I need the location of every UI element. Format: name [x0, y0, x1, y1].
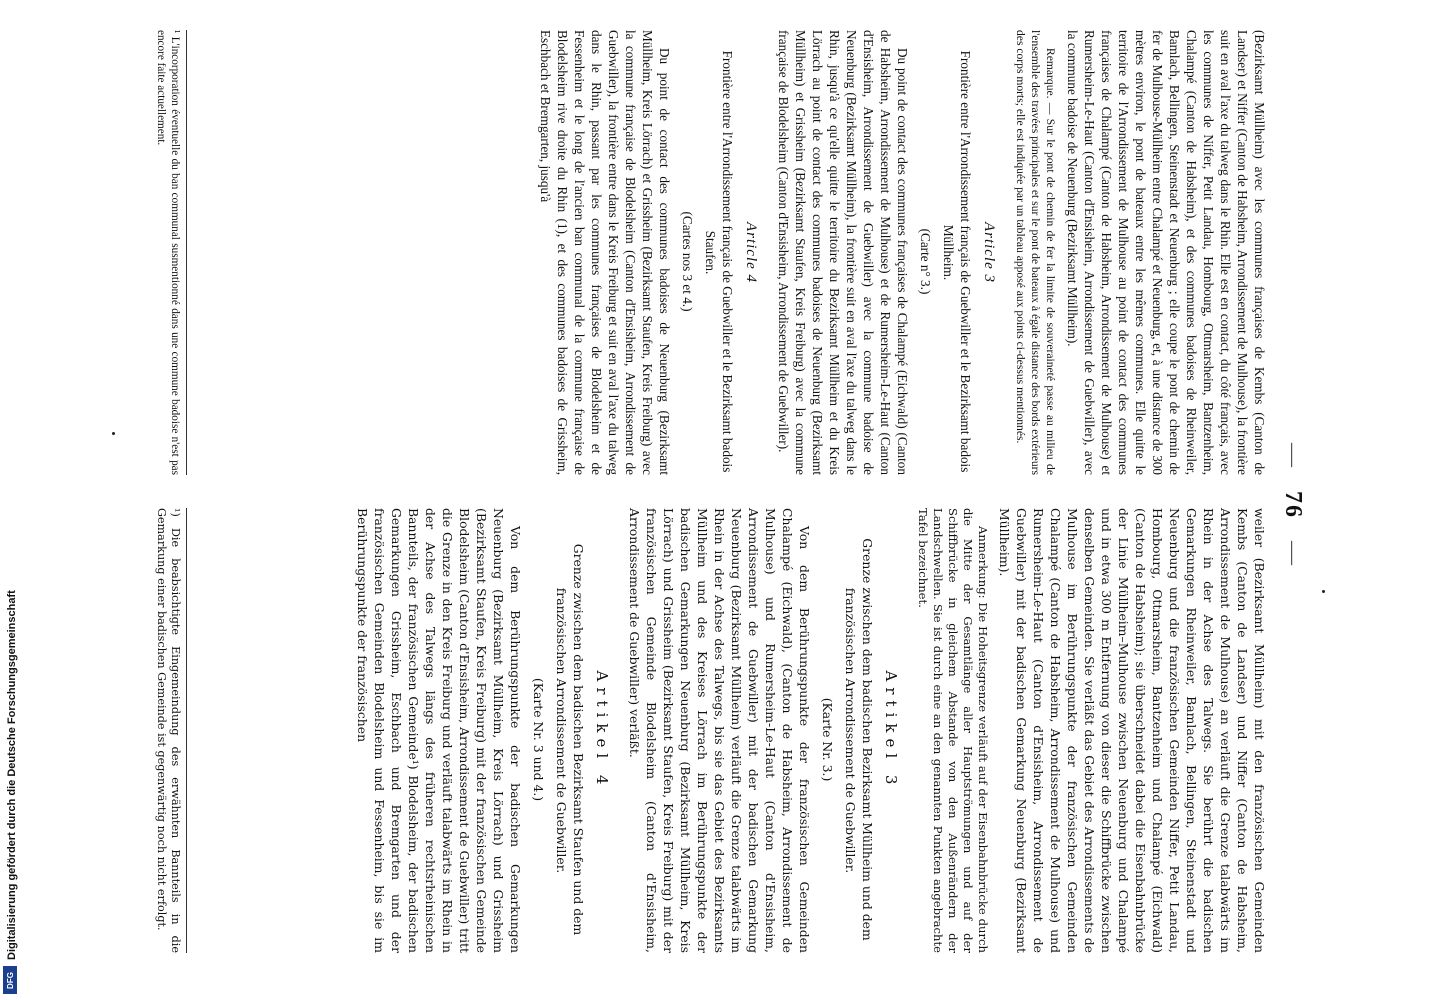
fr-article3-map-ref: (Carte n° 3.)	[918, 228, 933, 295]
de-article3-text: Von dem Berührungspunkte der französischen Gemeinden Chalampé (Eichwald), (Canton de Habsheim, Arrondissement de Mulhouse) und Rumersheim-Le-Haut (Canton d'Ensisheim, Arrondissement de Guebwiller) mit der badischen Gemarkung Neuenburg (Bezirksamt Müllheim) verläuft die Grenze talabwärts im Rhein in der Achse des Talwegs, bis sie das Gebiet des Bezirksamts Müllheim und des Kreises Lörrach im Berührungspunkte der badischen Gemarkungen Neuenburg (Bezirksamt Müllheim, Kreis Lörrach) und Grissheim (Bezirksamt Staufen, Kreis Freiburg) mit der französischen Gemeinde Blodelsheim (Canton d'Ensisheim, Arrondissement de Guebwiller) verläßt.	[627, 508, 812, 953]
digitization-credit-strip	[2, 590, 22, 980]
dfg-logo	[3, 966, 17, 994]
german-column	[114, 508, 1268, 953]
fr-remark: Remarque. — Sur le pont de chemin de fer la limite de souveraineté passe au milieu de l'ensemble des travées principales et sur le pont de bateaux à égale distance des bords extérieurs des corps morts; elle est indiquée par un tableau apposé aux points ci-dessus mentionnés.	[1014, 30, 1057, 475]
fr-article4-map-ref: (Cartes nos 3 et 4.)	[680, 211, 695, 312]
rotated-page	[114, 30, 1314, 980]
fr-article3-heading: Article 3	[981, 221, 997, 284]
dfg-logo-text: DFG	[5, 971, 15, 989]
de-remark: Anmerkung: Die Hoheitsgrenze verläuft auf der Eisenbahnbrücke durch die Mitte der Gesamtlänge aller Hauptströmungen und auf der Schiffbrücke in gleichem Abstande von den Außenrändern der Landschwellen. Sie ist durch eine an den genannten Punkten angebrachte Tafel bezeichnet.	[916, 508, 990, 953]
de-footnote: ¹) Die beabsichtigte Eingemeindung des erwähnten Bannteils in die Gemarkung einer badischen Gemeinde ist gegenwärtig noch nicht erfolgt.	[154, 508, 187, 953]
header-dash-left: —	[1280, 443, 1306, 469]
de-article3-map-ref: (Karte Nr. 3.)	[820, 697, 835, 782]
page-header	[1279, 30, 1306, 980]
de-article3-heading: Artikel 3	[882, 670, 900, 791]
de-article4-heading: Artikel 4	[593, 670, 611, 791]
de-article4-map-ref: (Karte Nr. 3 und 4.)	[531, 677, 546, 802]
digitization-credit: Digitalisierung gefördert durch die Deutsche Forschungsgemeinschaft	[6, 590, 18, 960]
de-article4-subtitle: Grenze zwischen dem badischen Bezirksamt Staufen und dem französischen Arrondissement de Guebwiller.	[554, 543, 586, 936]
de-article4-text: Von dem Berührungspunkte der badischen Gemarkungen Neuenburg (Bezirksamt Müllheim, Kreis Lörrach) und Grissheim (Bezirksamt Staufen, Kreis Freiburg) mit der französischen Gemeinde Blodelsheim (Canton d'Ensisheim, Arrondissement de Guebwiller) tritt die Grenze in den Kreis Freiburg und verläuft talabwärts im Rhein in der Achse des Talwegs längs des früheren rechtsrheinischen Bannteils, der französischen Gemeinde¹) Blodelsheim, der badischen Gemarkungen Grissheim, Eschbach und Bremgarten und der französischen Gemeinden Blodelsheim und Fessenheim, bis sie im Berührungspunkte der französischen	[355, 508, 523, 953]
header-dash-right: —	[1280, 541, 1306, 567]
fr-article4-subtitle: Frontière entre l'Arrondissement français de Guebwiller et le Bezirksamt badois Staufen.	[703, 50, 735, 473]
fr-article4-text: Du point de contact des communes badoises de Neuenburg (Bezirksamt Müllheim, Kreis Lörrach) et Grissheim (Bezirksamt Staufen, Kreis Freiburg) avec la commune française de Blodelsheim (Canton d'Ensisheim, Arrondissement de Guebwiller), la frontière entre dans le Kreis Freiburg et suit en aval l'axe du talweg dans le Rhin, passant par les communes françaises de Blodelsheim et de Fessenheim et le long de l'ancien ban communal de la commune française de Blodelsheim rive droite du Rhin (1), et des communes badoises de Grissheim, Eschbach et Bremgarten, jusqu'à	[538, 30, 672, 475]
fr-intro-paragraph: (Bezirksamt Müllheim) avec les communes françaises de Kembs (Canton de Landser) et Niffer (Canton de Habsheim, Arrondissement de Mulhouse), la frontière suit en aval l'axe du talweg dans le Rhin. Elle est en contact, du côté français, avec les communes de Niffer, Petit Landau, Hombourg, Ottmarsheim, Bantzenheim, Chalampé (Canton de Habsheim), et des communes badoises de Rheinweiler, Bamlach, Bellingen, Steinenstadt et Neuenburg ; elle coupe le pont de chemin de fer de Mulhouse-Müllheim entre Chalampé et Neuenburg, et, à une distance de 300 mètres environ, le pont de bateaux entre les mêmes communes. Elle quitte le territoire de l'Arrondissement de Mulhouse au point de contact des communes françaises de Chalampé (Canton de Habsheim, Arrondissement de Mulhouse) et Rumersheim-Le-Haut (Canton d'Ensisheim, Arrondissement de Guebwiller), avec la commune badoise de Neuenburg (Bezirksamt Müllheim).	[1065, 30, 1267, 475]
french-column	[114, 30, 1268, 475]
fr-footnote: ¹ L'incorporation éventuelle du ban communal susmentionné dans une commune badoise n'est pas encore faite actuellement.	[154, 30, 187, 475]
de-article3-subtitle: Grenze zwischen dem badischen Bezirksamt Müllheim und dem französischen Arrondissement de Guebwiller.	[843, 538, 875, 941]
de-intro-paragraph: weiler (Bezirksamt Müllheim) mit den französischen Gemeinden Kembs (Canton de Landser) und Niffer (Canton de Habsheim, Arrondissement de Mulhouse) an verläuft die Grenze talabwärts im Rhein in der Achse des Talwegs. Sie berührt die badischen Gemarkungen Rheinweiler, Bamlach, Bellingen, Steinenstadt und Neuenburg und die französischen Gemeinden Niffer, Petit Landau, Hombourg, Ottmarsheim, Bantzenheim und Chalampé (Eichwald) (Canton de Habsheim); sie überschneidet dabei die Eisenbahnbrücke der Linie Müllheim–Mulhouse zwischen Neuenburg und Chalampé und in etwa 300 m Entfernung von dieser die Schiffbrücke zwischen denselben Gemeinden. Sie verläßt das Gebiet des Arrondissements de Mulhouse im Berührungspunkte der französischen Gemeinden Chalampé (Canton de Habsheim, Arrondissement de Mulhouse) und Rumersheim-Le-Haut (Canton d'Ensisheim, Arrondissement de Guebwiller) mit der badischen Gemarkung Neuenburg (Bezirksamt Müllheim).	[997, 508, 1267, 953]
fr-article3-text: Du point de contact des communes françaises de Chalampé (Eichwald) (Canton de Habsheim, Arrondissement de Mulhouse) et de Rumersheim-Le-Haut (Canton d'Ensisheim, Arrondissement de Guebwiller) avec la commune badoise de Neuenburg (Bezirksamt Müllheim), la frontière suit en aval l'axe du talweg dans le Rhin, jusqu'à ce qu'elle quitte le territoire du Bezirksamt Müllheim et du Kreis Lörrach au point de contact des communes badoises de Neuenburg (Bezirksamt Müllheim) et Grissheim (Bezirksamt Staufen, Kreis Freiburg) avec la commune française de Blodelsheim (Canton d'Ensisheim, Arrondissement de Guebwiller).	[776, 30, 910, 475]
fr-article4-heading: Article 4	[743, 221, 759, 284]
fr-article3-subtitle: Frontière entre l'Arrondissement français de Guebwiller et le Bezirksamt badois Müllheim.	[941, 50, 973, 473]
page-number: 76	[1280, 491, 1306, 519]
scan-speck	[1322, 590, 1325, 593]
